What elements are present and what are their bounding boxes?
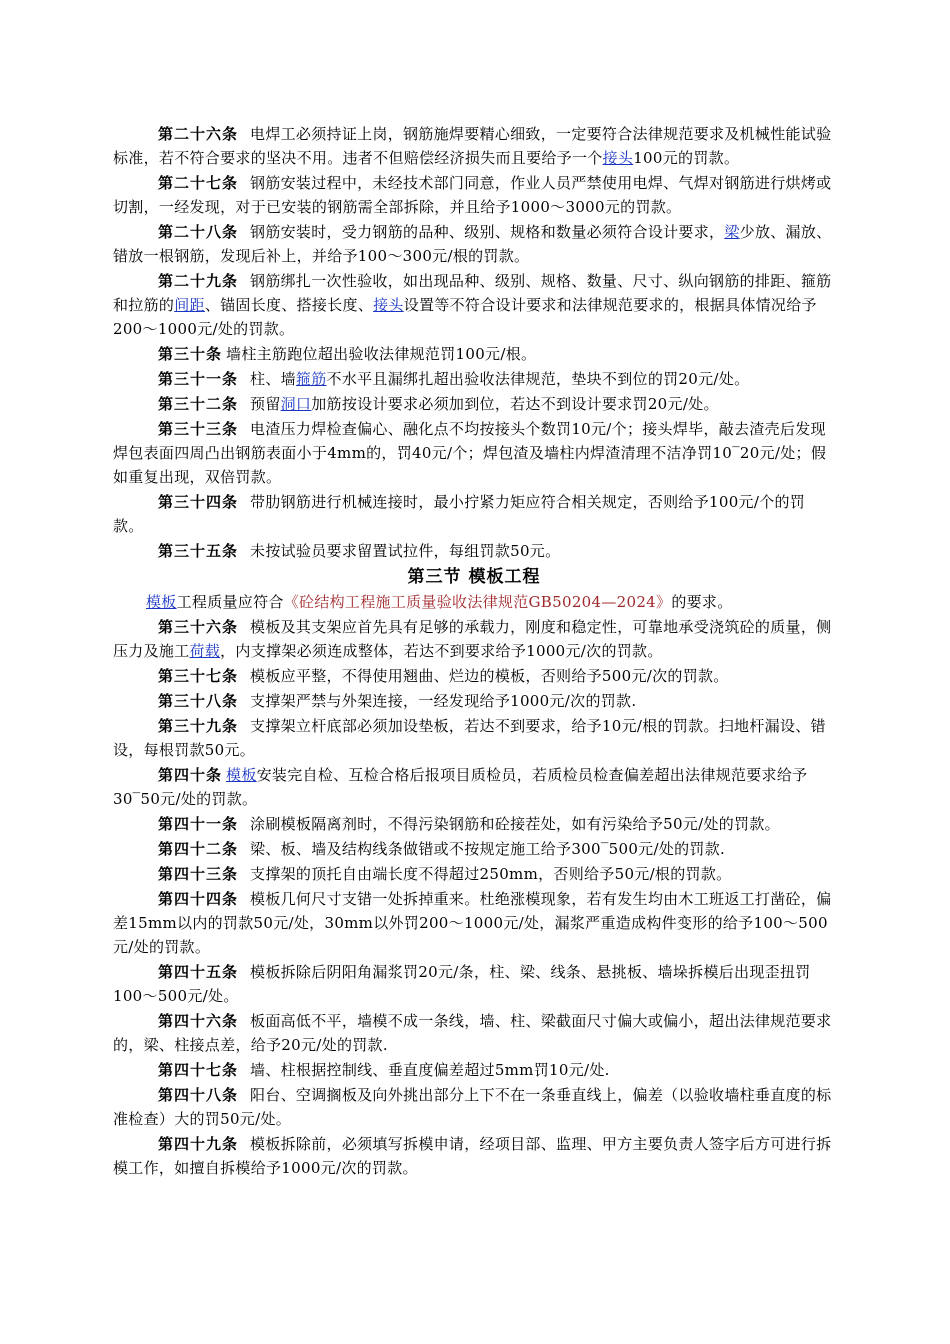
article-text: 涂刷模板隔离剂时，不得污染钢筋和砼接茬处，如有污染给予50元/处的罚款。 xyxy=(250,815,780,833)
article-label: 第三十二条 xyxy=(158,395,239,413)
article-28 xyxy=(113,220,835,268)
article-label: 第二十九条 xyxy=(158,272,239,290)
article-31 xyxy=(113,367,835,391)
link-jianju[interactable]: 间距 xyxy=(174,296,205,314)
article-label: 第四十八条 xyxy=(158,1086,239,1104)
article-label: 第四十三条 xyxy=(158,865,239,883)
article-29 xyxy=(113,269,835,341)
article-46 xyxy=(113,1009,835,1057)
link-gujin[interactable]: 箍筋 xyxy=(295,370,327,388)
section-intro xyxy=(113,590,835,614)
article-text: ，内支撑架必须连成整体，若达不到要求给予1000元/次的罚款。 xyxy=(220,642,663,660)
article-label: 第四十五条 xyxy=(158,963,239,981)
article-label: 第三十五条 xyxy=(158,542,239,560)
article-text: 钢筋安装过程中，未经技术部门同意，作业人员严禁使用电焊、气焊对钢筋进行烘烤或切割，一经发现，对于已安装的钢筋需全部拆除，并且给予1000～3000元的罚款。 xyxy=(113,174,832,216)
article-text: 不水平且漏绑扎超出验收法律规范，垫块不到位的罚20元/处。 xyxy=(326,370,750,388)
article-label: 第四十一条 xyxy=(158,815,239,833)
article-44 xyxy=(113,887,835,959)
article-40 xyxy=(113,763,835,811)
article-text: 支撑架的顶托自由端长度不得超过250mm，否则给予50元/根的罚款。 xyxy=(250,865,732,883)
standard-reference: 《砼结构工程施工质量验收法律规范GB50204—2024》 xyxy=(283,593,672,611)
article-label: 第三十条 xyxy=(158,345,223,363)
article-34 xyxy=(113,490,835,538)
article-text: 墙柱主筋跑位超出验收法律规范罚100元/根。 xyxy=(226,345,537,363)
article-text: 板面高低不平，墙模不成一条线，墙、柱、梁截面尺寸偏大或偏小，超出法律规范要求的，梁、柱接点差，给予20元/处的罚款. xyxy=(113,1012,832,1054)
article-text: 模板拆除后阴阳角漏浆罚20元/条，柱、梁、线条、悬挑板、墙垛拆模后出现歪扭罚100～500元/处。 xyxy=(113,963,811,1005)
article-text: 柱、墙 xyxy=(250,370,296,388)
article-47 xyxy=(113,1058,835,1082)
article-33 xyxy=(113,417,835,489)
intro-text: 的要求。 xyxy=(671,593,733,611)
article-label: 第四十九条 xyxy=(158,1135,239,1153)
article-text: 预留 xyxy=(250,395,281,413)
article-label: 第二十六条 xyxy=(158,125,239,143)
article-48 xyxy=(113,1083,835,1131)
article-41 xyxy=(113,812,835,836)
article-text: 、锚固长度、搭接长度、 xyxy=(204,296,374,314)
article-text: 模板拆除前，必须填写拆模申请，经项目部、监理、甲方主要负责人签字后方可进行拆模工作，如擅自拆模给予1000元/次的罚款。 xyxy=(113,1135,832,1177)
link-muban[interactable]: 模板 xyxy=(146,593,177,611)
article-39 xyxy=(113,714,835,762)
article-text: 模板应平整，不得使用翘曲、烂边的模板，否则给予500元/次的罚款。 xyxy=(250,667,729,685)
article-37 xyxy=(113,664,835,688)
article-label: 第四十六条 xyxy=(158,1012,239,1030)
intro-text: 工程质量应符合 xyxy=(176,593,284,611)
section-heading: 第三节 模板工程 xyxy=(407,567,541,587)
article-label: 第三十一条 xyxy=(158,370,239,388)
article-text: 墙、柱根据控制线、垂直度偏差超过5mm罚10元/处. xyxy=(250,1061,610,1079)
article-32 xyxy=(113,392,835,416)
article-label: 第三十六条 xyxy=(158,618,239,636)
article-text: 钢筋安装时，受力钢筋的品种、级别、规格和数量必须符合设计要求， xyxy=(250,223,725,241)
article-49 xyxy=(113,1132,835,1180)
article-label: 第三十四条 xyxy=(158,493,239,511)
article-label: 第四十四条 xyxy=(158,890,239,908)
article-text: 支撑架立杆底部必须加设垫板，若达不到要求，给予10元/根的罚款。扫地杆漏设、错设，每根罚款50元。 xyxy=(113,717,826,759)
article-label: 第四十七条 xyxy=(158,1061,239,1079)
article-text: 电焊工必须持证上岗，钢筋施焊要精心细致，一定要符合法律规范要求及机械性能试验标准，若不符合要求的坚决不用。违者不但赔偿经济损失而且要给予一个 xyxy=(113,125,832,167)
article-26 xyxy=(113,122,835,170)
article-text: 电渣压力焊检查偏心、融化点不均按接头个数罚10元/个；接头焊毕，敲去渣壳后发现焊包表面四周凸出钢筋表面小于4mm的，罚40元/个；焊包渣及墙柱内焊渣清理不洁净罚10‾20元/处；假如重复出现，双倍罚款。 xyxy=(113,420,827,486)
article-text: 安装完自检、互检合格后报项目质检员，若质检员检查偏差超出法律规范要求给予30‾50元/处的罚款。 xyxy=(113,766,808,808)
article-text: 100元的罚款。 xyxy=(633,149,740,167)
article-43 xyxy=(113,862,835,886)
article-text: 阳台、空调搁板及向外挑出部分上下不在一条垂直线上，偏差（以验收墙柱垂直度的标准检查）大的罚50元/处。 xyxy=(113,1086,832,1128)
article-text: 加筋按设计要求必须加到位，若达不到设计要求罚20元/处。 xyxy=(311,395,719,413)
article-text: 支撑架严禁与外架连接，一经发现给予1000元/次的罚款. xyxy=(250,692,637,710)
article-36 xyxy=(113,615,835,663)
article-text: 带肋钢筋进行机械连接时，最小拧紧力矩应符合相关规定，否则给予100元/个的罚款。 xyxy=(113,493,806,535)
article-30 xyxy=(113,342,835,366)
article-label: 第二十七条 xyxy=(158,174,239,192)
article-label: 第三十三条 xyxy=(158,420,239,438)
article-label: 第三十九条 xyxy=(158,717,239,735)
article-45 xyxy=(113,960,835,1008)
article-label: 第四十二条 xyxy=(158,840,239,858)
article-42 xyxy=(113,837,835,861)
article-text: 梁、板、墙及结构线条做错或不按规定施工给予300‾500元/处的罚款. xyxy=(250,840,726,858)
article-27 xyxy=(113,171,835,219)
article-label: 第三十八条 xyxy=(158,692,239,710)
article-text: 未按试验员要求留置试拉件，每组罚款50元。 xyxy=(250,542,561,560)
article-label: 第四十条 xyxy=(158,766,223,784)
link-liang[interactable]: 梁 xyxy=(724,223,740,241)
article-35 xyxy=(113,539,835,563)
article-text: 设置等不符合设计要求和法律规范要求的，根据具体情况给予200～1000元/处的罚款。 xyxy=(113,296,817,338)
article-38 xyxy=(113,689,835,713)
article-text: 钢筋绑扎一次性验收，如出现品种、级别、规格、数量、尺寸、纵向钢筋的排距、箍筋和拉筋的 xyxy=(113,272,832,314)
link-jietou[interactable]: 接头 xyxy=(373,296,404,314)
link-dongkou[interactable]: 洞口 xyxy=(280,395,312,413)
article-text: 模板几何尺寸支错一处拆掉重来。杜绝涨模现象，若有发生均由木工班返工打凿砼，偏差15mm以内的罚款50元/处，30mm以外罚200～1000元/处，漏浆严重造成构件变形的给予100～500元/处的罚款。 xyxy=(113,890,832,956)
document-body xyxy=(113,122,835,1181)
link-hezai[interactable]: 荷载 xyxy=(189,642,221,660)
article-text: 模板及其支架应首先具有足够的承载力，刚度和稳定性，可靠地承受浇筑砼的质量，侧压力及施工 xyxy=(113,618,832,660)
link-jietou[interactable]: 接头 xyxy=(602,149,634,167)
link-muban[interactable]: 模板 xyxy=(226,766,257,784)
article-label: 第二十八条 xyxy=(158,223,239,241)
article-text: 少放、漏放、错放一根钢筋，发现后补上，并给予100～300元/根的罚款。 xyxy=(113,223,832,265)
article-label: 第三十七条 xyxy=(158,667,239,685)
